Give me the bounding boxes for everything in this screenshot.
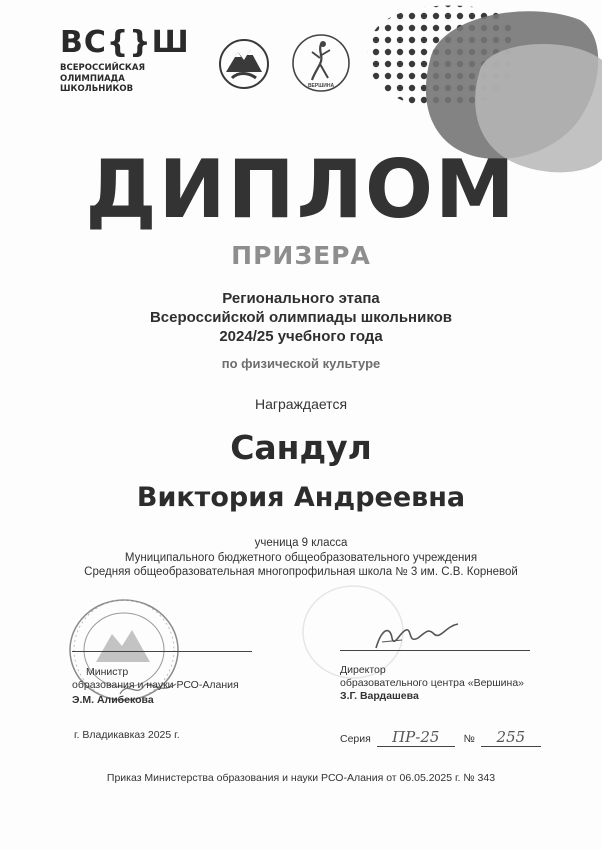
recipient-name: Виктория Андреевна bbox=[136, 482, 466, 513]
series-number-row bbox=[340, 728, 541, 747]
stage-line: Всероссийской олимпиады школьников bbox=[149, 309, 453, 326]
signatory-name: З.Г. Вардашева bbox=[340, 690, 419, 702]
school-info bbox=[0, 536, 602, 580]
left-signatory bbox=[72, 666, 239, 707]
number-label: № bbox=[463, 733, 475, 745]
number-value: 255 bbox=[481, 728, 541, 747]
right-signatory bbox=[340, 664, 524, 703]
series-value: ПР-25 bbox=[377, 728, 455, 747]
logo-subtitle-line: ШКОЛЬНИКОВ bbox=[60, 84, 134, 94]
signatory-role: Министр bbox=[86, 666, 129, 678]
recipient-surname: Сандул bbox=[230, 428, 372, 467]
signatory-role: Директор bbox=[340, 664, 386, 676]
series-label: Серия bbox=[340, 733, 371, 745]
logo-subtitle-line: ОЛИМПИАДА bbox=[60, 73, 125, 84]
handwritten-signature-icon bbox=[372, 618, 462, 658]
school-line: ученица 9 класса bbox=[254, 537, 348, 549]
stage-line: Регионального этапа bbox=[222, 290, 380, 307]
diploma-title: ДИПЛОМ bbox=[85, 143, 517, 236]
school-line: Средняя общеобразовательная многопрофильная школа № 3 им. С.В. Корневой bbox=[84, 566, 518, 578]
signatory-role: образования и науки РСО-Алания bbox=[72, 679, 239, 691]
left-signature-line bbox=[72, 651, 252, 652]
stage-line: 2024/25 учебного года bbox=[219, 328, 383, 345]
diploma-subtitle: ПРИЗЕРА bbox=[231, 241, 371, 270]
vershina-logo-text: ВЕРШИНА bbox=[307, 83, 335, 89]
vsosh-logo-subtitle bbox=[60, 63, 145, 95]
logo-subtitle-line: ВСЕРОССИЙСКАЯ bbox=[60, 63, 145, 73]
olympiad-stage bbox=[0, 289, 602, 346]
order-reference: Приказ Министерства образования и науки РСО-Алания от 06.05.2025 г. № 343 bbox=[106, 772, 496, 784]
issue-city-year: г. Владикавказ 2025 г. bbox=[74, 729, 180, 741]
awarded-label: Награждается bbox=[254, 396, 348, 412]
signatory-name: Э.М. Алибекова bbox=[72, 694, 154, 706]
school-line: Муниципального бюджетного общеобразовательного учреждения bbox=[124, 551, 478, 564]
signatory-role: образовательного центра «Вершина» bbox=[340, 677, 525, 689]
vsosh-logo-text: ВС{}Ш bbox=[60, 25, 190, 60]
subject: по физической культуре bbox=[221, 356, 381, 371]
mountain-emblem-icon bbox=[218, 38, 270, 90]
